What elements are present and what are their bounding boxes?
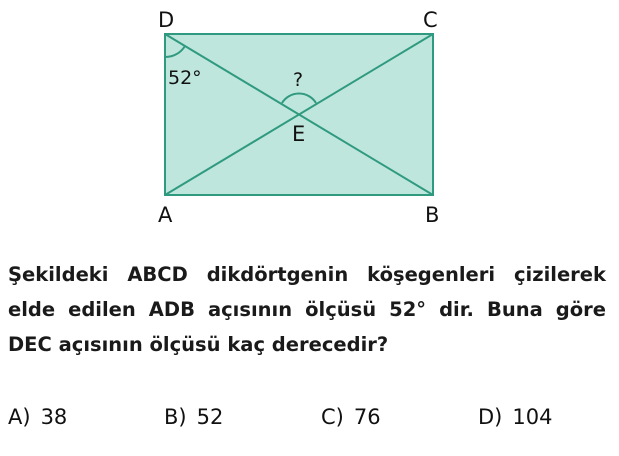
question-text: Şekildeki ABCD dikdörtgenin köşegenleri çizilerek elde edilen ADB açısının ölçüsü 52° dir. Buna göre DEC açısının ölçüsü kaç derecedir? xyxy=(8,263,606,356)
option-b-value: 52 xyxy=(196,405,224,429)
option-b-letter: B) xyxy=(164,405,187,429)
option-d-letter: D) xyxy=(478,405,503,429)
option-d-value: 104 xyxy=(512,405,553,429)
option-c-letter: C) xyxy=(321,405,344,429)
unknown-angle-label: ? xyxy=(293,69,304,91)
vertex-label-c: C xyxy=(423,8,438,32)
option-a[interactable] xyxy=(8,405,67,429)
vertex-label-b: B xyxy=(425,203,440,227)
option-a-value: 38 xyxy=(40,405,68,429)
option-c[interactable] xyxy=(321,405,381,429)
intersection-label-e: E xyxy=(292,122,306,146)
option-b[interactable] xyxy=(164,405,223,429)
option-d[interactable] xyxy=(478,405,552,429)
given-angle-label: 52° xyxy=(168,67,202,89)
answer-options xyxy=(8,405,608,435)
vertex-label-d: D xyxy=(158,8,175,32)
option-a-letter: A) xyxy=(8,405,31,429)
vertex-label-a: A xyxy=(158,203,173,227)
option-c-value: 76 xyxy=(353,405,381,429)
